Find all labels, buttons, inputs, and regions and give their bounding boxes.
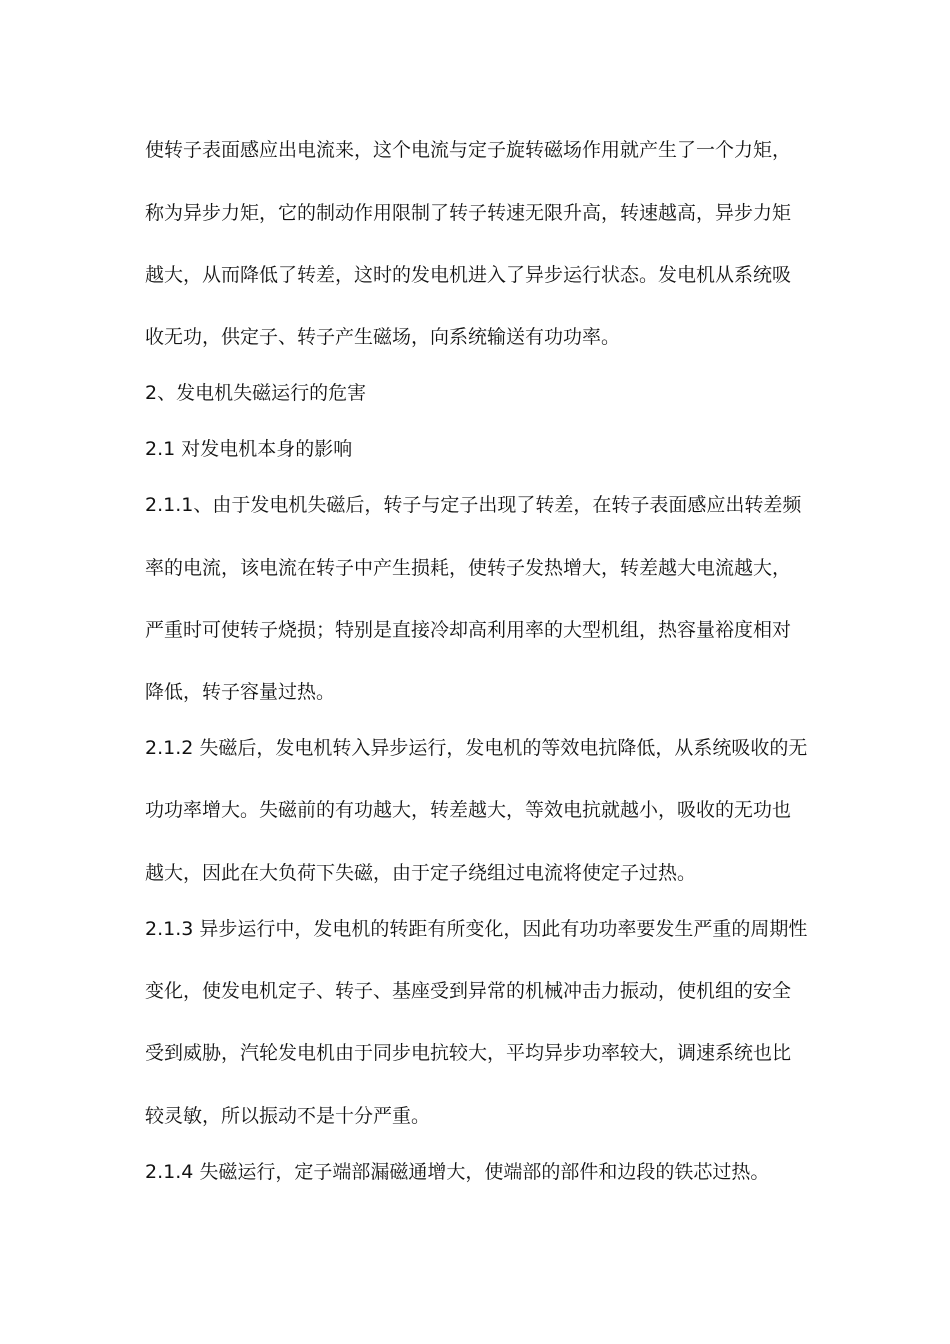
paragraph-line: 使转子表面感应出电流来，这个电流与定子旋转磁场作用就产生了一个力矩， [145,139,792,161]
section-heading: 2、发电机失磁运行的危害 [145,382,367,404]
paragraph-line: 越大，从而降低了转差，这时的发电机进入了异步运行状态。发电机从系统吸 [145,264,792,286]
paragraph-line: 2.1.4 失磁运行，定子端部漏磁通增大，使端部的部件和边段的铁芯过热。 [145,1161,770,1183]
paragraph-line: 称为异步力矩，它的制动作用限制了转子转速无限升高，转速越高，异步力矩 [145,202,792,224]
paragraph-line: 2.1.2 失磁后，发电机转入异步运行，发电机的等效电抗降低，从系统吸收的无 [145,737,808,759]
paragraph-line: 2.1.3 异步运行中，发电机的转距有所变化，因此有功功率要发生严重的周期性 [145,918,808,940]
paragraph-line: 变化，使发电机定子、转子、基座受到异常的机械冲击力振动，使机组的安全 [145,980,792,1002]
paragraph-line: 2.1.1、由于发电机失磁后，转子与定子出现了转差，在转子表面感应出转差频 [145,494,802,516]
paragraph-line: 功功率增大。失磁前的有功越大，转差越大，等效电抗就越小，吸收的无功也 [145,799,792,821]
paragraph-line: 受到威胁，汽轮发电机由于同步电抗较大，平均异步功率较大，调速系统也比 [145,1042,792,1064]
paragraph-line: 越大，因此在大负荷下失磁，由于定子绕组过电流将使定子过热。 [145,862,697,884]
paragraph-line: 较灵敏，所以振动不是十分严重。 [145,1105,431,1127]
paragraph-line: 严重时可使转子烧损；特别是直接冷却高利用率的大型机组，热容量裕度相对 [145,619,792,641]
paragraph-line: 收无功，供定子、转子产生磁场，向系统输送有功功率。 [145,326,621,348]
paragraph-line: 率的电流，该电流在转子中产生损耗，使转子发热增大，转差越大电流越大， [145,557,792,579]
subsection-heading: 2.1 对发电机本身的影响 [145,438,353,460]
paragraph-line: 降低，转子容量过热。 [145,681,336,703]
